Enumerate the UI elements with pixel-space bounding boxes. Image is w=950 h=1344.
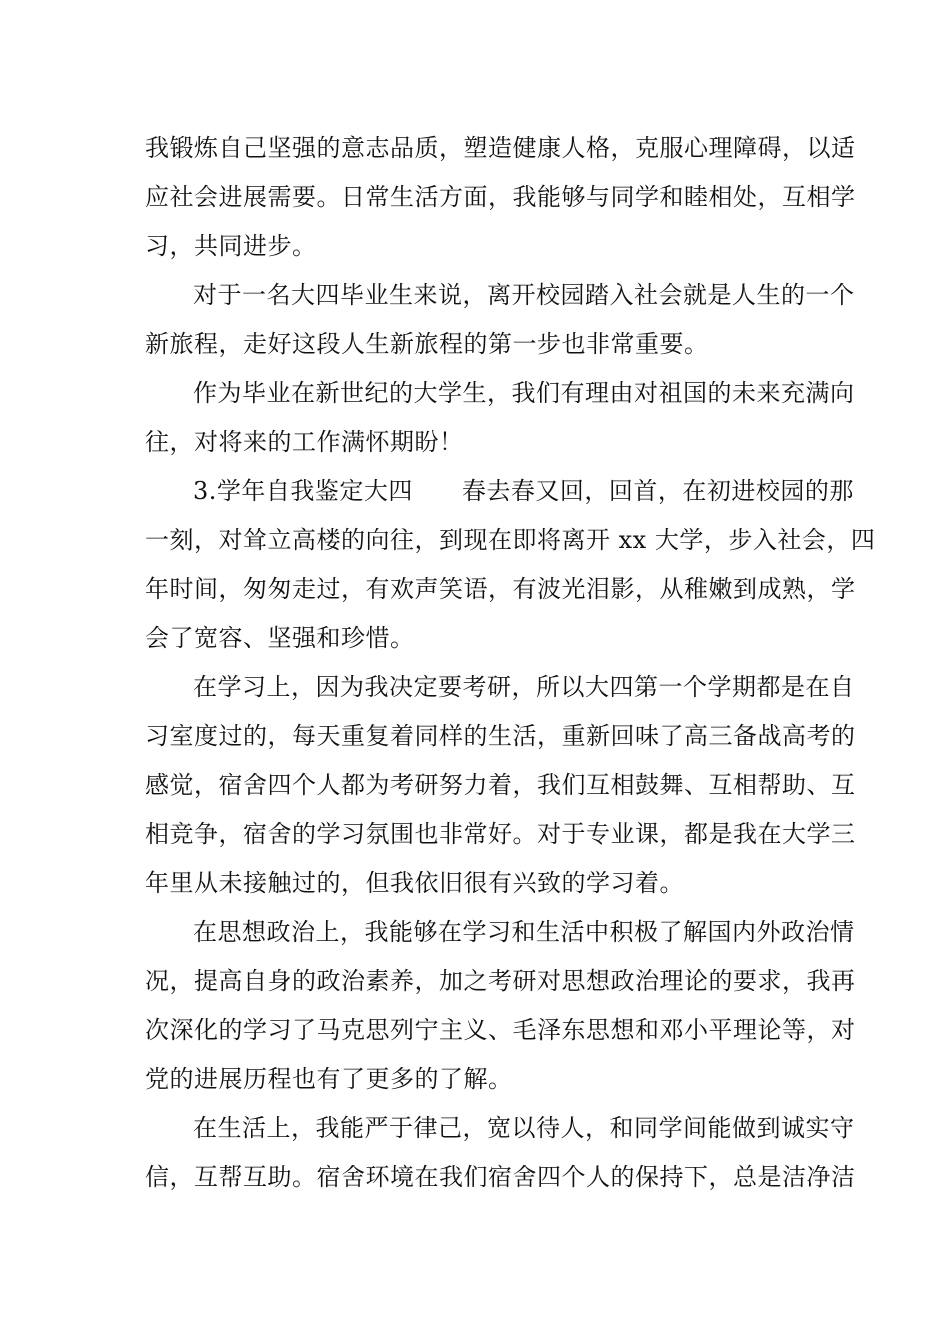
text-line: 3.学年自我鉴定大四 春去春又回，回首，在初进校园的那 [193, 477, 854, 505]
text-line: 一刻，对耸立高楼的向往，到现在即将离开 xx 大学，步入社会，四 [145, 526, 876, 554]
text-line: 习，共同进步。 [145, 232, 317, 260]
text-line: 在生活上，我能严于律己，宽以待人，和同学间能做到诚实守 [193, 1114, 855, 1142]
text-line: 次深化的学习了马克思列宁主义、毛泽东思想和邓小平理论等，对 [145, 1016, 856, 1044]
text-line: 往，对将来的工作满怀期盼！ [145, 428, 464, 456]
text-line: 况，提高自身的政治素养，加之考研对思想政治理论的要求，我再 [145, 967, 856, 995]
text-line: 感觉，宿舍四个人都为考研努力着，我们互相鼓舞、互相帮助、互 [145, 771, 856, 799]
text-line: 作为毕业在新世纪的大学生，我们有理由对祖国的未来充满向 [193, 379, 855, 407]
text-line: 在学习上，因为我决定要考研，所以大四第一个学期都是在自 [193, 673, 855, 701]
text-line: 年时间，匆匆走过，有欢声笑语，有波光泪影，从稚嫩到成熟，学 [145, 575, 856, 603]
text-line: 会了宽容、坚强和珍惜。 [145, 624, 415, 652]
text-line: 党的进展历程也有了更多的了解。 [145, 1065, 513, 1093]
text-line: 习室度过的，每天重复着同样的生活，重新回味了高三备战高考的 [145, 722, 856, 750]
text-line: 年里从未接触过的，但我依旧很有兴致的学习着。 [145, 869, 684, 897]
text-line: 相竞争，宿舍的学习氛围也非常好。对于专业课，都是我在大学三 [145, 820, 856, 848]
text-line: 对于一名大四毕业生来说，离开校园踏入社会就是人生的一个 [193, 281, 855, 309]
text-line: 应社会进展需要。日常生活方面，我能够与同学和睦相处，互相学 [145, 183, 856, 211]
text-line: 信，互帮互助。宿舍环境在我们宿舍四个人的保持下，总是洁净洁 [145, 1163, 856, 1191]
text-line: 在思想政治上，我能够在学习和生活中积极了解国内外政治情 [193, 918, 855, 946]
document-body [145, 124, 876, 1202]
text-line: 新旅程，走好这段人生新旅程的第一步也非常重要。 [145, 330, 709, 358]
text-line: 我锻炼自己坚强的意志品质，塑造健康人格，克服心理障碍，以适 [145, 134, 856, 162]
